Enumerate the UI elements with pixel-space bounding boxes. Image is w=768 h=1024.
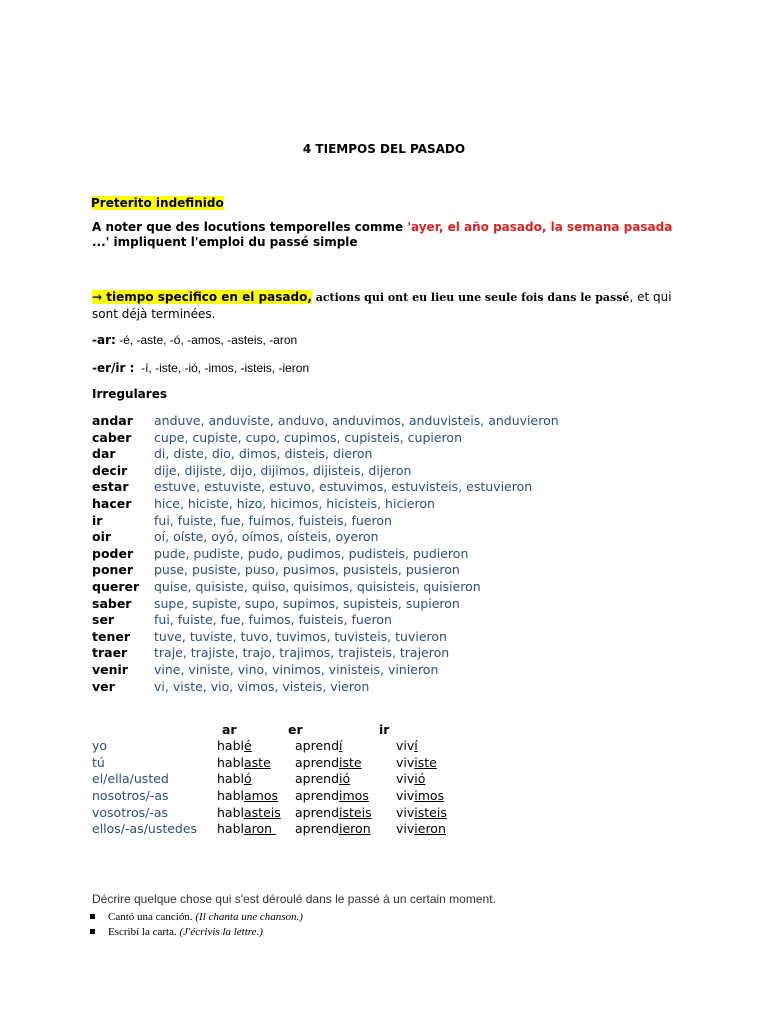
verb-stem: aprend: [295, 754, 340, 770]
verb-stem: aprend: [295, 804, 340, 820]
verb-stem: habl: [217, 771, 244, 787]
bullet-icon: [90, 929, 95, 934]
irregular-verb-forms: fui, fuiste, fue, fuimos, fuisteis, fueron: [154, 512, 392, 528]
verb-stem: aprend: [295, 771, 340, 787]
endings-er-ir-label: -er/ir :: [92, 361, 135, 375]
irregular-verb-row: [92, 479, 559, 496]
page-title: 4 TIEMPOS DEL PASADO: [302, 142, 466, 156]
irregular-verb-row: [92, 529, 559, 546]
irregular-verb-forms: hice, hiciste, hizo, hicimos, hicisteis, hicieron: [154, 495, 435, 511]
conjugation-cell-ar: [217, 821, 276, 838]
irregular-verb: hacer: [92, 495, 132, 511]
pronoun: ellos/-as/ustedes: [92, 821, 198, 837]
conjugation-cell-ir: [396, 821, 446, 838]
verb-ending: imos: [339, 788, 369, 804]
irregular-verb-forms: puse, pusiste, puso, pusimos, pusisteis, pusieron: [154, 562, 460, 578]
verb-ending: í: [414, 738, 418, 753]
irregular-verb-row: [92, 546, 559, 563]
verb-stem: viv: [396, 804, 415, 820]
irregular-verb-forms: cupe, cupiste, cupo, cupimos, cupisteis, cupieron: [154, 429, 462, 445]
irregular-verb: decir: [92, 462, 128, 478]
verb-ending: isteis: [339, 804, 372, 820]
irregular-verb-forms: estuve, estuviste, estuvo, estuvimos, estuvisteis, estuvieron: [154, 479, 533, 495]
verb-ending: asteis: [244, 804, 281, 820]
irregular-verb-forms: vi, viste, vio, vimos, visteis, vieron: [154, 678, 370, 694]
irregular-verb: dar: [92, 446, 116, 462]
irregular-verb-row: [92, 513, 559, 530]
irregular-verb-forms: anduve, anduviste, anduvo, anduvimos, anduvisteis, anduvieron: [154, 413, 559, 428]
irregular-verb-forms: di, diste, dio, dimos, disteis, dieron: [154, 446, 373, 462]
irregular-verb: estar: [92, 479, 129, 495]
section-title-text: Preterito indefinido: [91, 196, 224, 210]
verb-ending: aron: [244, 821, 277, 837]
example-french: (J'écrivis la lettre.): [179, 926, 263, 938]
conjugation-cell-ar: [217, 738, 252, 755]
irregular-verb: tener: [92, 628, 130, 644]
header-ar: ar: [222, 722, 237, 737]
pronoun: yo: [92, 738, 108, 753]
example-spanish: Escribí la carta.: [108, 926, 180, 938]
header-er: er: [288, 722, 303, 737]
verb-stem: aprend: [295, 821, 340, 837]
verb-ending: iste: [339, 754, 362, 770]
irregular-verb: ver: [92, 678, 115, 694]
note-highlight: 'ayer, el año pasado, la semana pasada: [407, 220, 673, 234]
verb-ending: í: [339, 738, 343, 753]
irregular-verb: saber: [92, 595, 132, 611]
verb-ending: aste: [244, 754, 271, 770]
irregular-verb-row: [92, 413, 559, 430]
conjugation-cell-ar: [217, 805, 281, 822]
verb-ending: ó: [244, 771, 252, 787]
irregular-verb-row: [92, 629, 559, 646]
conjugation-cell-ir: [396, 771, 425, 788]
irregular-verb-forms: oí, oíste, oyó, oímos, oísteis, oyeron: [154, 529, 379, 545]
irregular-verb-row: [92, 596, 559, 613]
verb-stem: viv: [396, 771, 415, 787]
irregular-verb-forms: supe, supiste, supo, supimos, supisteis, supieron: [154, 595, 460, 611]
example-item: [90, 925, 303, 940]
verb-stem: habl: [217, 804, 244, 820]
endings-ar-forms: -é, -aste, -ó, -amos, -asteis, -aron: [115, 333, 298, 347]
pronoun: vosotros/-as: [92, 804, 169, 820]
example-spanish: Cantó una canción.: [108, 911, 196, 923]
verb-stem: aprend: [295, 788, 340, 804]
irregular-verb: poner: [92, 562, 134, 578]
irregular-verb: poder: [92, 545, 134, 561]
verb-stem: habl: [217, 738, 244, 753]
irregular-verb: ser: [92, 612, 115, 628]
endings-er-ir: [92, 361, 309, 375]
conjugation-cell-er: [295, 805, 372, 822]
conjugation-cell-ar: [217, 788, 278, 805]
irregular-verb-row: [92, 612, 559, 629]
verb-stem: viv: [396, 754, 415, 770]
irregular-verb-forms: vine, viniste, vino, vinimos, vinisteis, vinieron: [154, 661, 439, 677]
verb-ending: imos: [414, 788, 445, 804]
irregular-verb-row: [92, 562, 559, 579]
irregular-verb-forms: quise, quisiste, quiso, quisimos, quisisteis, quisieron: [154, 578, 481, 594]
bullet-icon: [90, 914, 95, 919]
endings-ar: [92, 333, 297, 347]
irregulares-title: Irregulares: [92, 387, 167, 401]
irregular-verb-forms: dije, dijiste, dijo, dijimos, dijisteis, dijeron: [154, 462, 412, 478]
note-prefix: A noter que des locutions temporelles comme: [92, 220, 408, 234]
irregular-verb-row: [92, 662, 559, 679]
conjugation-cell-ir: [396, 738, 418, 755]
irregular-verb: venir: [92, 661, 128, 677]
irregular-verb-row: [92, 645, 559, 662]
usage-paragraph: [92, 289, 682, 322]
irregular-verb-row: [92, 446, 559, 463]
verb-ending: ieron: [414, 821, 446, 837]
verb-ending: amos: [244, 788, 278, 804]
irregular-verb-row: [92, 430, 559, 447]
verb-stem: viv: [396, 821, 415, 837]
usage-rest: , et qui sont déjà terminées.: [92, 290, 672, 321]
irregular-verbs-list: [92, 413, 559, 695]
usage-serif-text: actions qui ont eu lieu une seule fois dans le passé: [311, 291, 630, 304]
irregular-verb-row: [92, 679, 559, 696]
conjugation-cell-er: [295, 771, 350, 788]
irregular-verb-forms: traje, trajiste, trajo, trajimos, trajisteis, trajeron: [154, 645, 450, 661]
irregular-verb-row: [92, 579, 559, 596]
examples-list: [90, 910, 303, 940]
verb-stem: viv: [396, 788, 415, 804]
verb-stem: habl: [217, 821, 244, 837]
conjugation-cell-ar: [217, 771, 252, 788]
conjugation-cell-er: [295, 788, 369, 805]
conjugation-cell-ir: [396, 788, 444, 805]
conjugation-cell-er: [295, 821, 371, 838]
usage-lead: → tiempo specifico en el pasado,: [92, 290, 312, 304]
irregular-verb-row: [92, 463, 559, 480]
pronoun: nosotros/-as: [92, 788, 169, 804]
verb-ending: iste: [414, 754, 437, 770]
irregular-verb-forms: pude, pudiste, pudo, pudimos, pudisteis, pudieron: [154, 545, 469, 561]
conjugation-cell-ir: [396, 805, 447, 822]
header-ir: ir: [379, 722, 390, 737]
irregular-verb: oir: [92, 529, 112, 545]
verb-ending: é: [244, 738, 252, 753]
verb-ending: ió: [414, 771, 426, 787]
verb-ending: ieron: [339, 821, 371, 837]
pronoun: tú: [92, 754, 105, 770]
irregular-verb: ir: [92, 512, 103, 528]
irregular-verb: caber: [92, 429, 132, 445]
note-paragraph: [92, 220, 692, 250]
pronoun: el/ella/usted: [92, 771, 169, 787]
conjugation-cell-er: [295, 755, 362, 772]
irregular-verb-forms: fui, fuiste, fue, fuimos, fuisteis, fueron: [154, 612, 392, 628]
irregular-verb-forms: tuve, tuviste, tuvo, tuvimos, tuvisteis, tuvieron: [154, 628, 447, 644]
conjugation-cell-er: [295, 738, 343, 755]
description: Décrire quelque chose qui s'est déroulé dans le passé à un certain moment.: [92, 892, 496, 906]
irregular-verb: traer: [92, 645, 128, 661]
example-french: (Il chanta une chanson.): [195, 911, 303, 923]
verb-stem: habl: [217, 788, 244, 804]
irregular-verb: andar: [92, 413, 133, 428]
irregular-verb-row: [92, 496, 559, 513]
section-title: [91, 196, 224, 210]
verb-ending: ió: [339, 771, 351, 787]
verb-ending: isteis: [414, 804, 447, 820]
example-item: [90, 910, 303, 925]
verb-stem: habl: [217, 754, 244, 770]
endings-ar-label: -ar:: [92, 333, 116, 347]
endings-er-ir-forms: -í, -iste, -ió, -imos, -isteis, -ieron: [134, 361, 310, 375]
conjugation-cell-ar: [217, 755, 271, 772]
note-suffix: ...' impliquent l'emploi du passé simple: [92, 235, 358, 249]
verb-stem: aprend: [295, 738, 340, 753]
verb-stem: viv: [396, 738, 415, 753]
conjugation-cell-ir: [396, 755, 437, 772]
irregular-verb: querer: [92, 578, 140, 594]
